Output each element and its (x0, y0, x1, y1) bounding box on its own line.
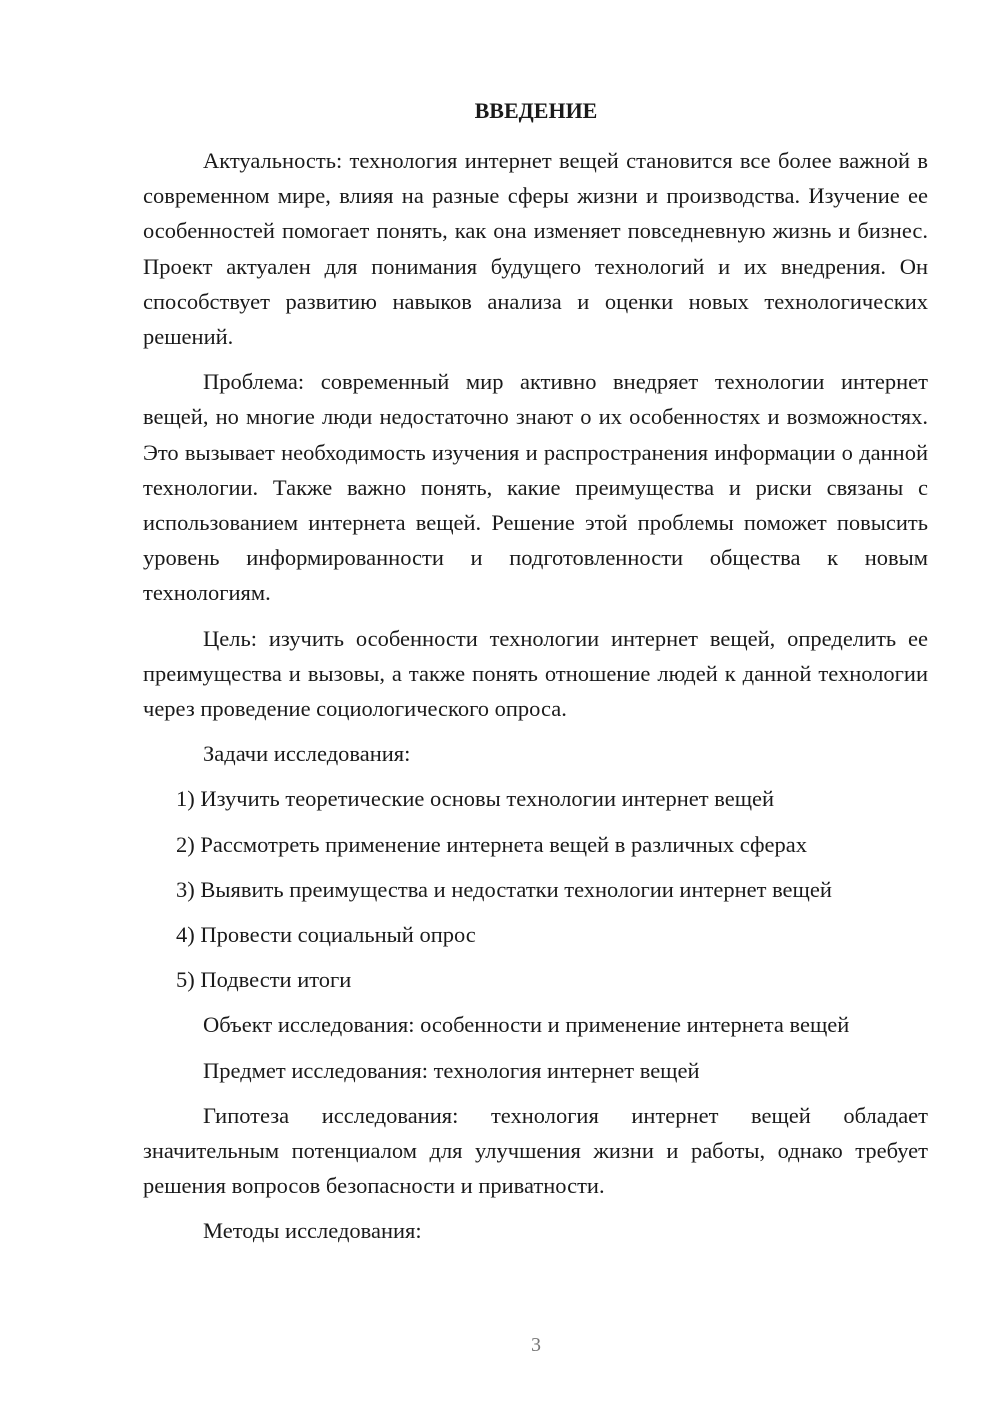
document-body (143, 143, 928, 1259)
paragraph-goal: Цель: изучить особенности технологии интернет вещей, определить ее преимущества и вызовы, а также понять отношение людей к данной технологии через проведение социологического опроса. (143, 625, 928, 722)
research-hypothesis: Гипотеза исследования: технология интернет вещей обладает значительным потенциалом для улучшения жизни и работы, однако требует решения вопросов безопасности и приватности. (143, 1102, 928, 1199)
page-title: ВВЕДЕНИЕ (474, 98, 598, 123)
tasks-heading: Задачи исследования: (203, 741, 411, 767)
task-item: 4) Провести социальный опрос (176, 922, 476, 948)
paragraph-relevance: Актуальность: технология интернет вещей становится все более важной в современном мире, влияя на разные сферы жизни и производства. Изучение ее особенностей помогает понять, как она изменяет повседневную жизнь и бизнес. Проект актуален для понимания будущего технологий и их внедрения. Он способствует развитию навыков анализа и оценки новых технологических решений. (143, 148, 928, 350)
research-subject: Предмет исследования: технология интернет вещей (203, 1057, 700, 1083)
page-number: 3 (531, 1334, 541, 1356)
paragraph-problem: Проблема: современный мир активно внедряет технологии интернет вещей, но многие люди недостаточно знают о их особенностях и возможностях. Это вызывает необходимость изучения и распространения информации о данной технологии. Также важно понять, какие преимущества и риски связаны с использованием интернета вещей. Решение этой проблемы поможет повысить уровень информированности и подготовленности общества к новым технологиям. (143, 369, 928, 606)
task-item: 1) Изучить теоретические основы технологии интернет вещей (176, 786, 775, 812)
task-item: 3) Выявить преимущества и недостатки технологии интернет вещей (176, 876, 832, 902)
task-item: 2) Рассмотреть применение интернета вещей в различных сферах (176, 831, 808, 857)
task-item: 5) Подвести итоги (176, 967, 352, 993)
methods-heading: Методы исследования: (203, 1218, 422, 1244)
research-object: Объект исследования: особенности и применение интернета вещей (203, 1012, 850, 1038)
